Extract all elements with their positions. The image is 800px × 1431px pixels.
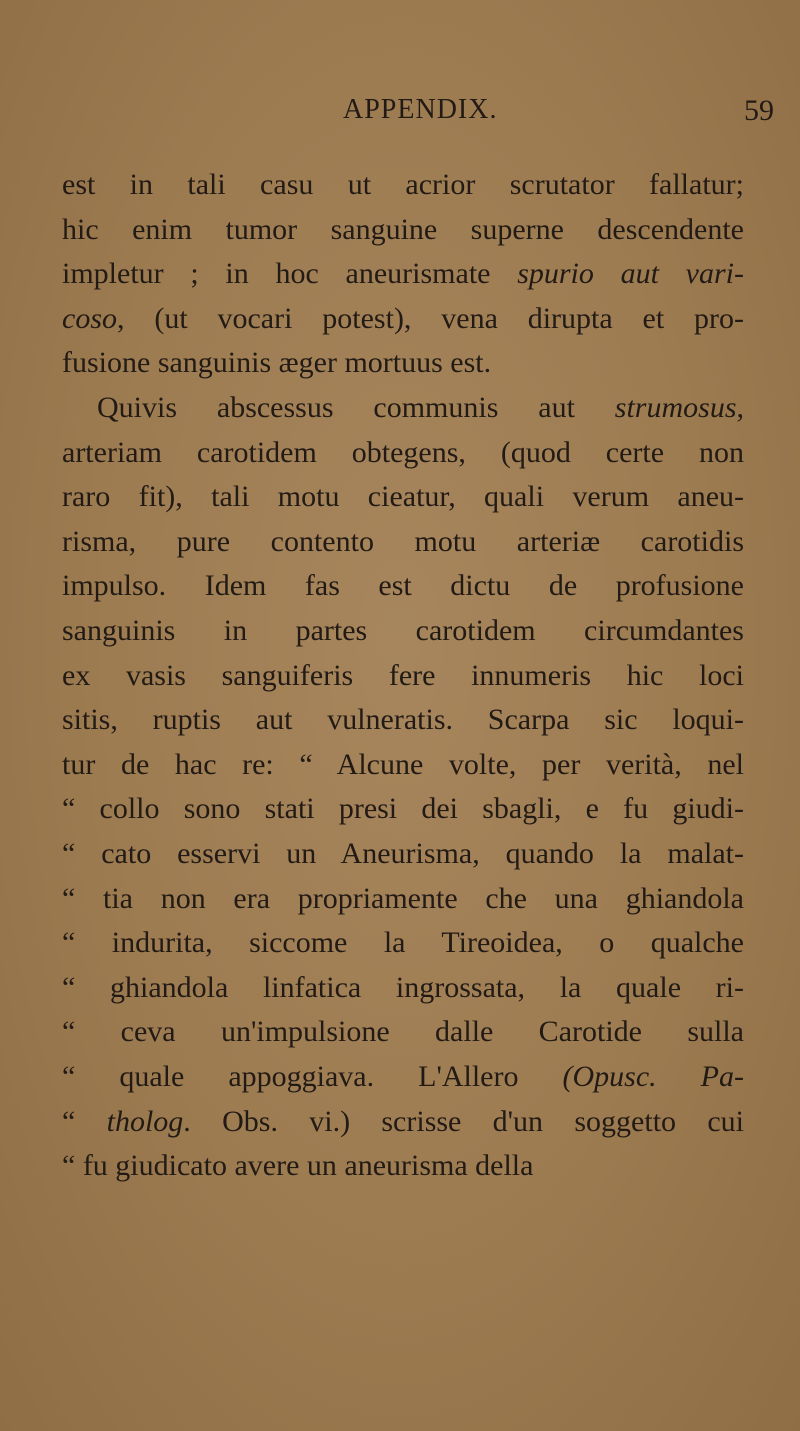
text-segment: “ quale appoggiava. L'Allero: [62, 1060, 563, 1093]
italic-text: (Opusc. Pa-: [562, 1060, 744, 1093]
text-segment: “ tia non era propriamente che una ghiandola: [62, 881, 744, 915]
text-line: [62, 1057, 744, 1097]
text-segment: “ fu giudicato avere un aneurisma della: [62, 1149, 534, 1183]
text-segment: raro fit), tali motu cieatur, quali verum aneu-: [62, 480, 744, 514]
text-line: [62, 477, 744, 517]
text-line: [62, 789, 744, 829]
text-segment: “ cato esservi un Aneurisma, quando la malat-: [62, 837, 744, 870]
text-segment: impulso. Idem fas est dictu de profusione: [62, 569, 744, 603]
text-segment: , (ut vocari potest), vena dirupta et pro-: [117, 301, 744, 335]
text-line: [62, 879, 744, 919]
text-segment: “: [62, 1104, 107, 1138]
text-segment: “ indurita, siccome la Tireoidea, o qualche: [62, 926, 744, 960]
text-segment: “ ghiandola linfatica ingrossata, la quale ri-: [62, 970, 744, 1004]
text-line: [62, 299, 744, 339]
italic-text: tholog: [106, 1104, 184, 1138]
text-segment: Quivis abscessus communis aut: [97, 391, 615, 424]
text-segment: impletur ; in hoc aneurismate: [62, 257, 518, 291]
page-number: 59: [744, 94, 774, 127]
text-line: [62, 433, 744, 473]
text-segment: “ ceva un'impulsione dalle Carotide sulla: [62, 1015, 744, 1049]
text-segment: ,: [736, 391, 744, 424]
text-line: [62, 834, 744, 874]
text-segment: est in tali casu ut acrior scrutator fallatur;: [62, 168, 744, 201]
text-segment: sitis, ruptis aut vulneratis. Scarpa sic loqui-: [62, 703, 744, 737]
text-line: [62, 165, 744, 205]
text-line: [62, 700, 744, 740]
italic-text: strumosus: [614, 391, 737, 424]
text-line: [62, 522, 744, 562]
text-segment: arteriam carotidem obtegens, (quod certe non: [62, 435, 744, 469]
text-segment: risma, pure contento motu arteriæ carotidis: [62, 524, 744, 558]
text-line: [97, 388, 744, 428]
text-segment: ex vasis sanguiferis fere innumeris hic loci: [62, 658, 744, 692]
text-segment: sanguinis in partes carotidem circumdantes: [62, 614, 744, 647]
text-line: [62, 656, 744, 696]
running-head: APPENDIX.: [343, 94, 498, 125]
text-segment: fusione sanguinis æger mortuus est.: [62, 346, 492, 380]
text-line: [62, 343, 744, 383]
text-segment: hic enim tumor sanguine superne descendente: [62, 212, 744, 246]
text-segment: “ collo sono stati presi dei sbagli, e fu giudi-: [62, 792, 744, 826]
text-line: [62, 1102, 744, 1142]
text-line: [62, 566, 744, 606]
text-line: [62, 1012, 744, 1052]
text-line: [62, 254, 744, 294]
italic-text: coso: [62, 301, 117, 335]
text-line: [62, 968, 744, 1008]
text-line: [62, 923, 744, 963]
text-segment: . Obs. vi.) scrisse d'un soggetto cui: [183, 1104, 744, 1138]
text-line: [62, 210, 744, 250]
page-header: [0, 94, 800, 134]
text-line: [62, 611, 744, 651]
text-line: [62, 745, 744, 785]
text-line: [62, 1146, 744, 1186]
italic-text: spurio aut vari-: [517, 257, 744, 291]
text-segment: tur de hac re: “ Alcune volte, per verità, nel: [62, 747, 744, 781]
